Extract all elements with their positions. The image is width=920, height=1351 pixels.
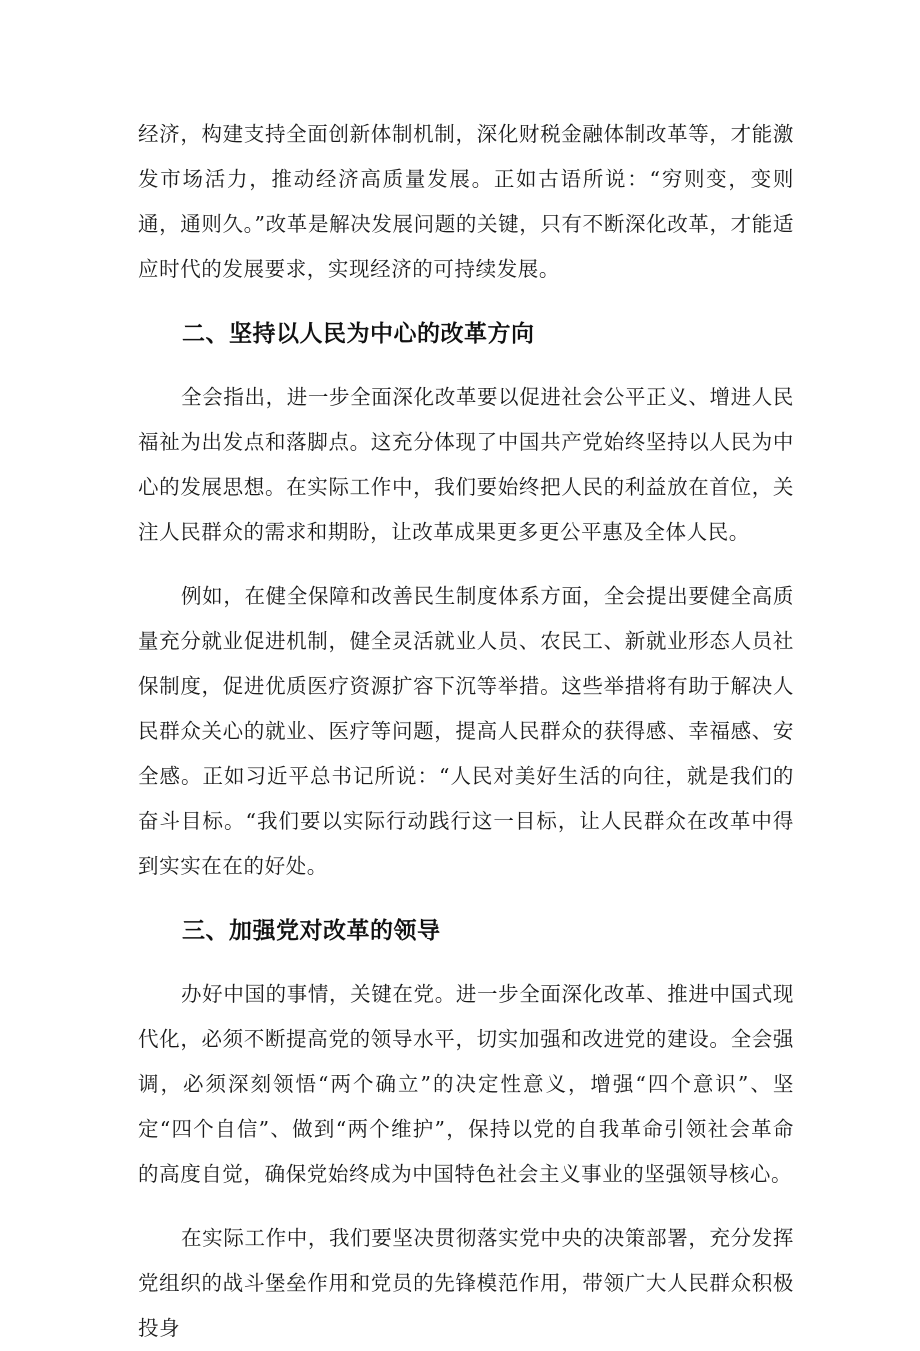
section-heading-people-centered: 二、坚持以人民为中心的改革方向 bbox=[182, 321, 535, 347]
paragraph-economy-reform: 经济，构建支持全面创新体制机制，深化财税金融体制改革等，才能激发市场活力，推动经济高质量发展。正如古语所说：“穷则变，变则通，通则久。”改革是解决发展问题的关键，只有不断深化改革，才能适应时代的发展要求，实现经济的可持续发展。 bbox=[138, 122, 794, 281]
paragraph-party-leadership: 办好中国的事情，关键在党。进一步全面深化改革、推进中国式现代化，必须不断提高党的领导水平，切实加强和改进党的建设。全会强调，必须深刻领悟“两个确立”的决定性意义，增强“四个意识”、坚定“四个自信”、做到“两个维护”，保持以党的自我革命引领社会革命的高度自觉，确保党始终成为中国特色社会主义事业的坚强领导核心。 bbox=[138, 982, 794, 1186]
section-heading-party-leadership: 三、加强党对改革的领导 bbox=[182, 918, 441, 944]
paragraph-practical-work: 在实际工作中，我们要坚决贯彻落实党中央的决策部署，充分发挥党组织的战斗堡垒作用和党员的先锋模范作用，带领广大人民群众积极投身 bbox=[138, 1226, 794, 1340]
paragraph-livelihood-example: 例如，在健全保障和改善民生制度体系方面，全会提出要健全高质量充分就业促进机制，健全灵活就业人员、农民工、新就业形态人员社保制度，促进优质医疗资源扩容下沉等举措。这些举措将有助于解决人民群众关心的就业、医疗等问题，提高人民群众的获得感、幸福感、安全感。正如习近平总书记所说：“人民对美好生活的向往，就是我们的奋斗目标。“我们要以实际行动践行这一目标，让人民群众在改革中得到实实在在的好处。 bbox=[138, 584, 794, 878]
paragraph-people-wellbeing: 全会指出，进一步全面深化改革要以促进社会公平正义、增进人民福祉为出发点和落脚点。这充分体现了中国共产党始终坚持以人民为中心的发展思想。在实际工作中，我们要始终把人民的利益放在首位，关注人民群众的需求和期盼，让改革成果更多更公平惠及全体人民。 bbox=[138, 385, 794, 544]
